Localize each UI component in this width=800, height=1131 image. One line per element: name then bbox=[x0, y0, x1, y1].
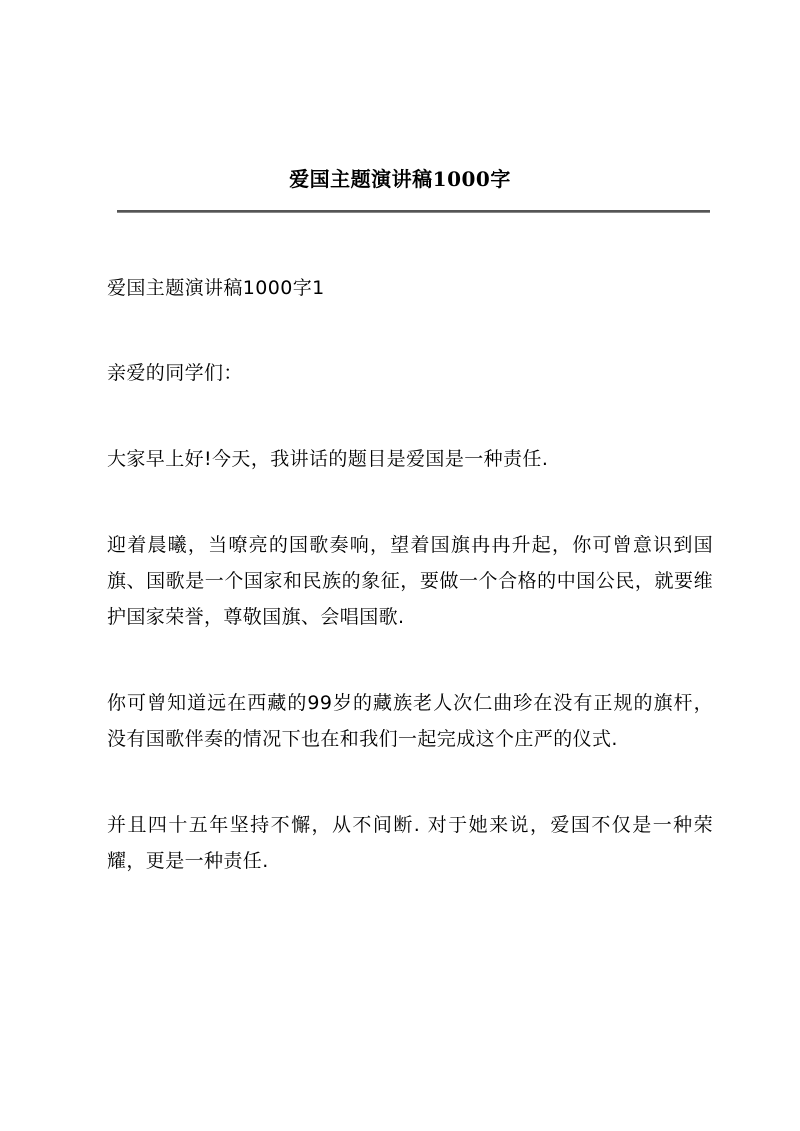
document-body bbox=[107, 270, 713, 879]
body-paragraph: 并且四十五年坚持不懈，从不间断. 对于她来说，爱国不仅是一种荣耀，更是一种责任. bbox=[107, 814, 713, 872]
body-paragraph: 迎着晨曦，当嘹亮的国歌奏响，望着国旗冉冉升起，你可曾意识到国旗、国歌是一个国家和民族的象征，要做一个合格的中国公民，就要维护国家荣誉，尊敬国旗、会唱国歌. bbox=[107, 534, 713, 628]
greeting-paragraph: 大家早上好!今天，我讲话的题目是爱国是一种责任. bbox=[107, 448, 549, 470]
title-divider bbox=[117, 210, 710, 213]
body-paragraph: 你可曾知道远在西藏的99岁的藏族老人次仁曲珍在没有正规的旗杆，没有国歌伴奏的情况下也在和我们一起完成这个庄严的仪式. bbox=[107, 692, 713, 750]
document-title: 爱国主题演讲稿1000字 bbox=[289, 167, 511, 191]
salutation-paragraph: 亲爱的同学们： bbox=[107, 362, 243, 384]
section-heading: 爱国主题演讲稿1000字1 bbox=[107, 277, 325, 299]
